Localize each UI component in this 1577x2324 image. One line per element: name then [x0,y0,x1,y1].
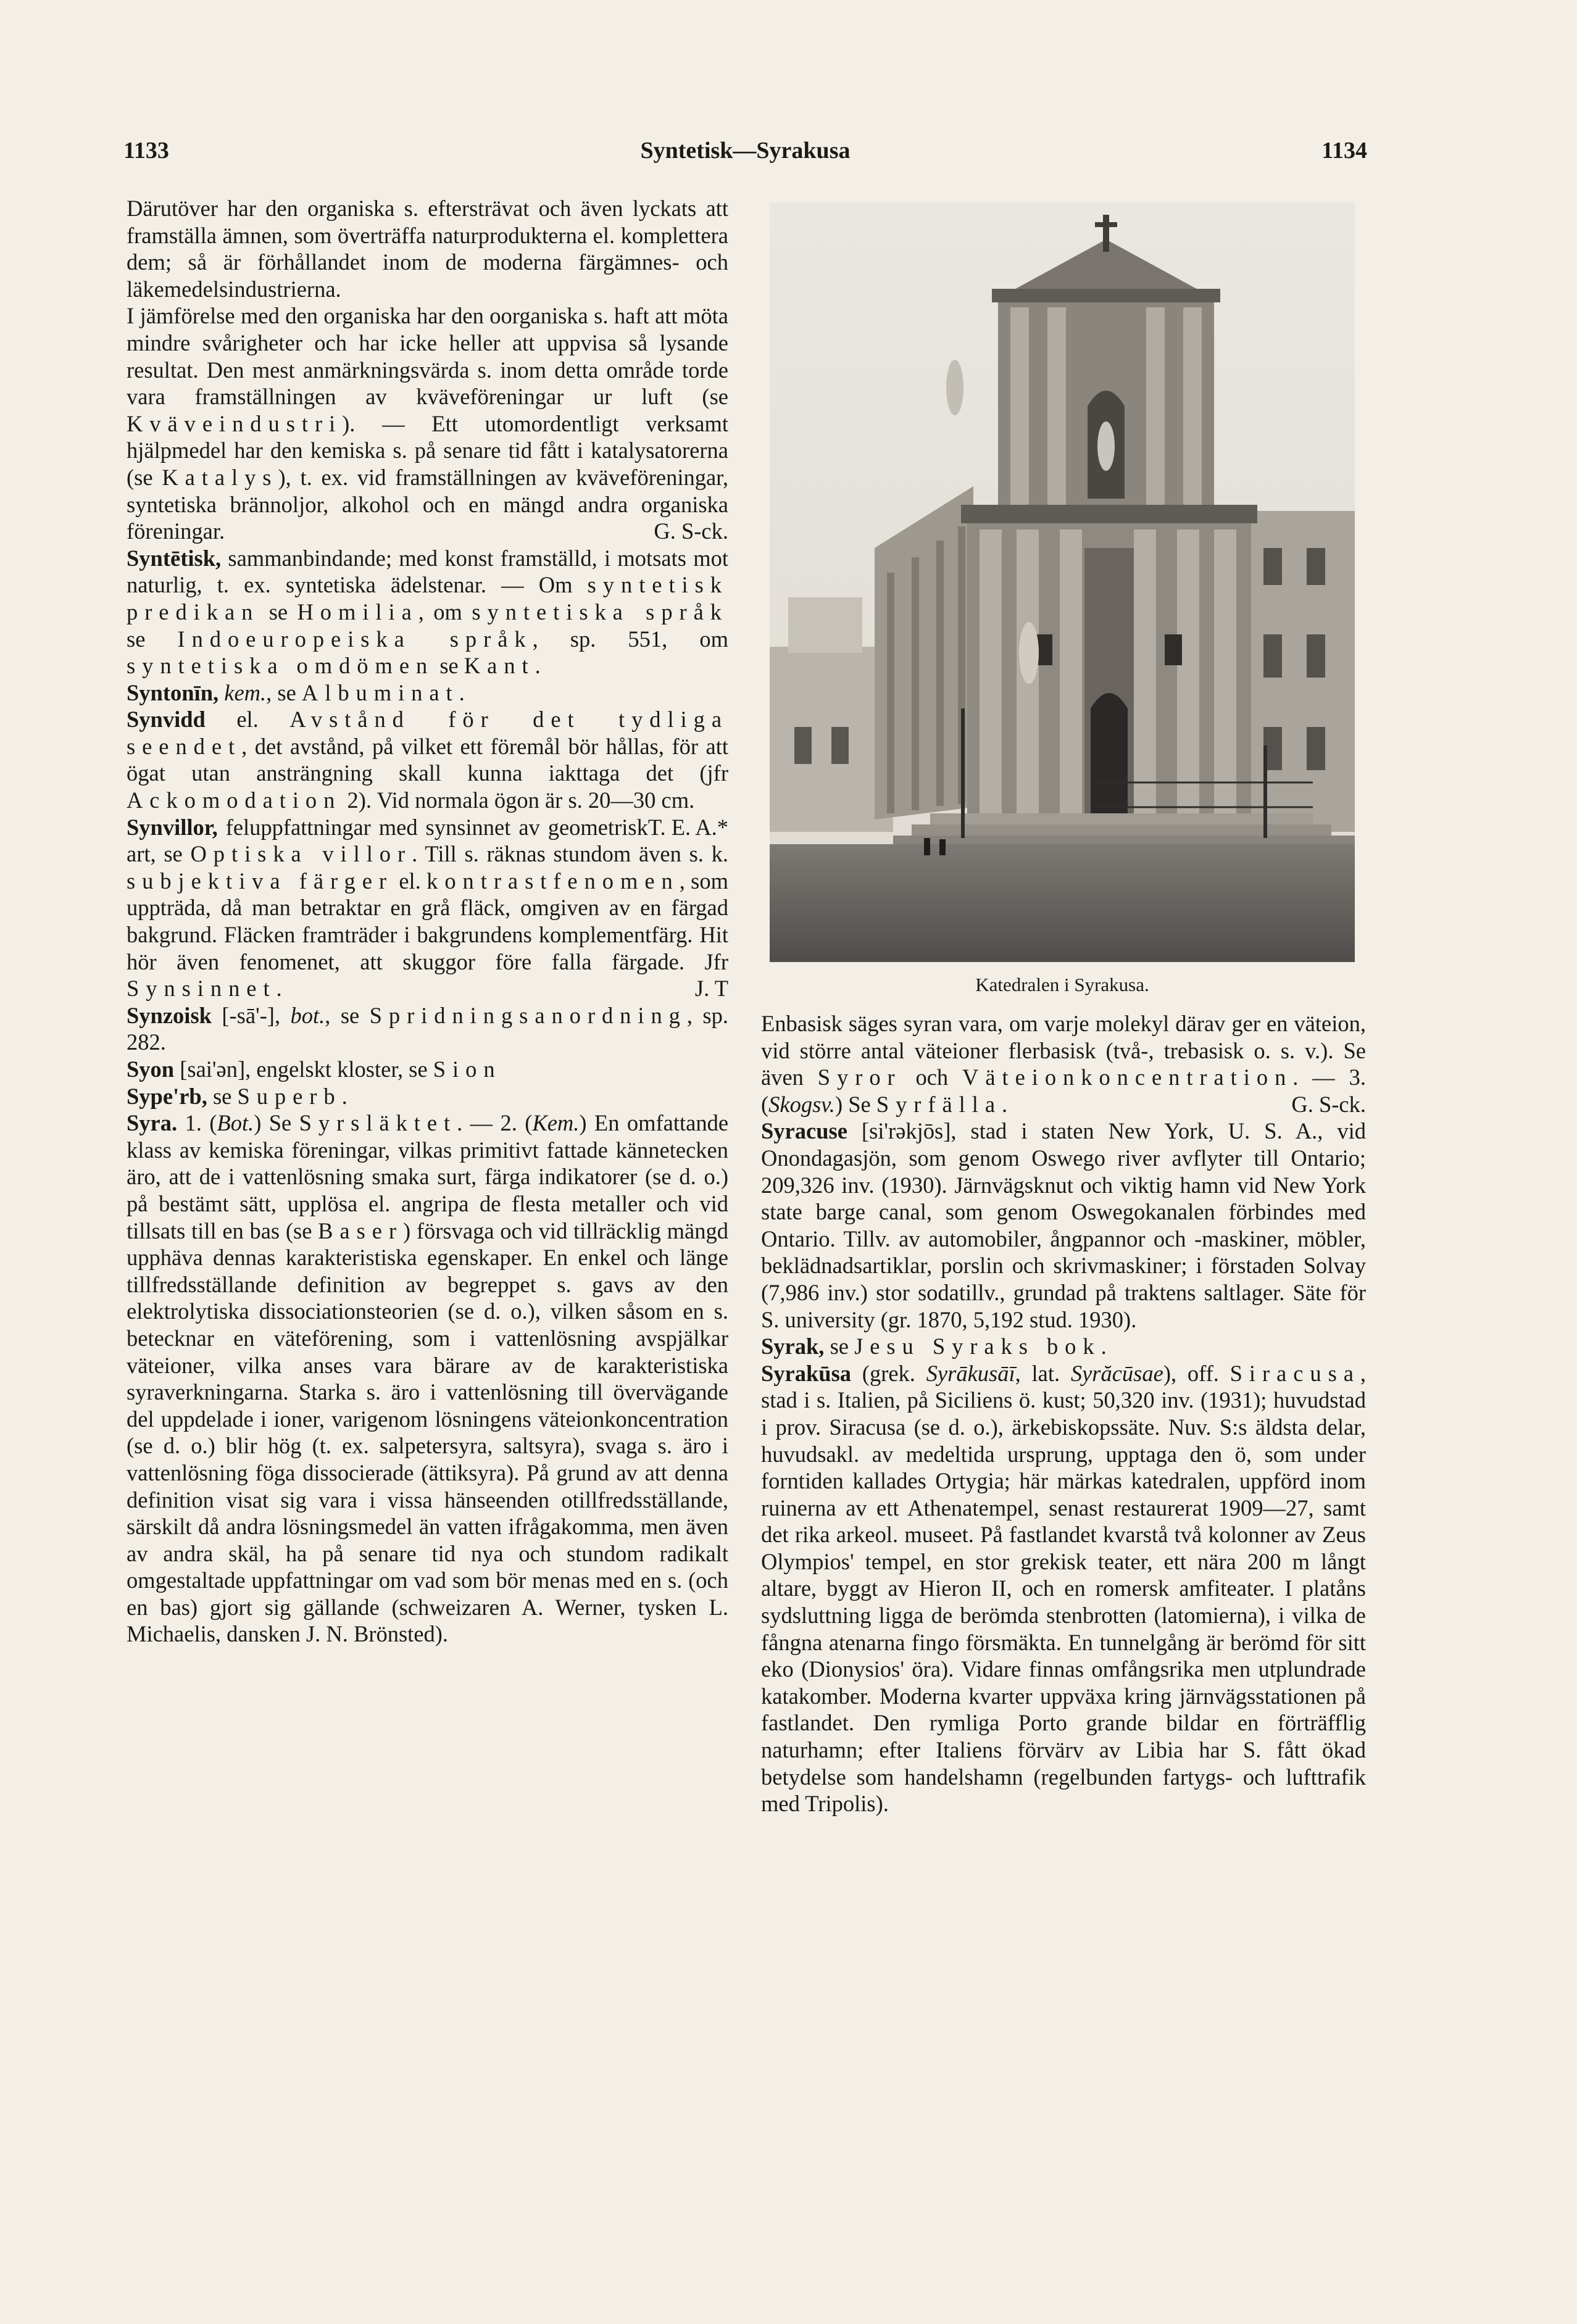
cross-reference: Syrfälla [876,1091,1002,1117]
entry-headword: Syracuse [761,1118,847,1144]
cross-reference: Jesu Syraks bok [854,1334,1101,1359]
cross-reference: Superb [237,1083,342,1109]
cross-reference: Indoeuropeiska språk [177,626,533,652]
cathedral-illustration [770,202,1355,962]
cross-reference: kontrastfenomen [426,868,680,894]
entry-synvillor: Synvillor, feluppfattningar med synsinnet av geometrisk art, se Optiska villor. Till s. räknas stundom även s. k. subjektiva färger el. kontrastfenomen, som uppträda, då man betraktar en grå fläck, omgiven av en färgad bakgrund. Fläcken framträder i bakgrundens komplementfärg. Hit hör även fenomenet, att skuggor före falla färgade. Jfr Synsinnet. J. T [127,814,728,1002]
cross-reference: Syror [817,1064,902,1090]
entry-headword: Syrakūsa [761,1360,852,1386]
right-column [761,1010,1366,1817]
entry-syracuse: Syracuse [si'rəkjōs], stad i staten New York, U. S. A., vid Onondagasjön, som genom Oswego river avflyter till Ontario; 209,326 inv. (1930). Järnvägsknut och viktig hamn vid New York state barge canal, som genom Oswegokanalen förbindes med Ontario. Tillv. av automobiler, ångpannor och -maskiner, möbler, beklädnadsartiklar, porslin och skrivmaskiner; i förstaden Solvay (7,986 inv.) stor sodatillv., grundad på traktens saltlager. Säte för S. university (gr. 1870, 5,192 stud. 1930). [761,1118,1366,1332]
entry-headword: Syrak, [761,1334,825,1359]
entry-headword: Sype'rb, [127,1083,207,1109]
entry-syrak: Syrak, se Jesu Syraks bok. [761,1334,1107,1359]
entry-syra-continued: Enbasisk säges syran vara, om varje molekyl därav ger en väteion, vid större antal väteioner flerbasisk (två-, trebasisk o. s. v.). Se även Syror och Väteionkoncentration. — 3. (Skogsv.) Se Syrfälla. G. S-ck. [761,1011,1366,1117]
cross-reference: Optiska villor [190,841,412,867]
cross-reference: subjektiva färger [127,868,393,894]
entry-headword: Syntētisk, [127,545,222,571]
cross-reference: Siracusa [1230,1360,1360,1386]
cross-reference: Avstånd för det tydliga seendet [127,707,729,759]
entry-syperb: Sype'rb, se Superb. [127,1083,347,1109]
entry-syrakusa: Syrakūsa (grek. Syrākusāī, lat. Syrăcūsae), off. Siracusa, stad i s. Italien, på Siciliens ö. kust; 50,320 inv. (1931); huvudstad i prov. Siracusa (se d. o.), ärkebiskopssäte. Nuv. S:s äldsta delar, huvudsakl. av medeltida ursprung, upptaga den ö, som under forntiden kallades Ortygia; här märkas katedralen, uppförd inom ruinerna av ett Athenatempel, senast restaurerat 1909—27, samt det rika arkeol. museet. På fastlandet kvarstå två kolonner av Zeus Olympios' tempel, en stor grekisk teater, ett nära 200 m långt altare, byggt av Hieron II, och en romersk amfiteater. I platåns sydsluttning ligga de berömda stenbrotten (latomierna), i vilka de fångna atenarna fingo försmäkta. En tunnelgång är berömd för sitt eko (Dionysios' öra). Vidare finnas omfångsrika men utplundrade katakomber. Moderna kvarter uppväxa kring järnvägsstationen på fastlandet. Den rymliga Porto grande bildar en förträfflig naturhamn; efter Italiens förvärv av Libia har S. fått ökad betydelse som handelshamn (regelbunden fartygs- och lufttrafik med Tripolis). [761,1360,1367,1817]
cross-reference: syntetisk predikan [127,572,728,625]
page-number-right: 1134 [1321,138,1367,164]
cross-reference: Kant [464,653,535,679]
cross-reference: Spridningsanordning [369,1002,687,1028]
entry-headword: Synvidd [127,707,206,732]
running-title: Syntetisk—Syrakusa [640,138,851,164]
entry-syntonin: Syntonīn, kem., se Albuminat. [127,679,465,705]
cross-reference: Homilia [297,599,418,625]
cross-reference: Albuminat [301,679,459,705]
entry-headword: Syra. [127,1110,178,1136]
author-signature: G. S-ck. [654,518,728,544]
entry-syon: Syon [sai'ən], engelskt kloster, se Sion [127,1056,502,1082]
cross-reference: syntetiska omdömen [127,653,435,679]
entry-synzoisk: Synzoisk [-sā'-], bot., se Spridningsanordning, sp. 282. [127,1002,728,1055]
entry-headword: Syntonīn, [127,679,219,705]
cross-reference: Baser [318,1218,403,1243]
cross-reference: syntetiska språk [472,599,728,625]
entry-headword: Synzoisk [127,1002,212,1028]
cross-reference: Sion [433,1056,502,1082]
author-signature: J. T [694,976,728,1002]
cross-reference: Synsinnet [127,976,277,1002]
cross-reference: Kväveindustri [127,410,343,436]
left-column [127,195,728,1648]
cross-reference: Katalys [162,464,278,490]
author-signature: G. S-ck. [1291,1091,1366,1117]
page-header [123,137,1367,174]
figure-caption: Katedralen i Syrakusa. [975,974,1149,995]
cross-reference: Ackomodation [127,787,342,813]
entry-synvidd: Synvidd el. Avstånd för det tydliga seendet, det avstånd, på vilket ett föremål bör hållas, för att ögat utan ansträngning skall kunna iakttaga det (jfr Ackomodation 2). Vid normala ögon är s. 20—30 cm. T. E. A.* [127,707,729,840]
entry-headword: Synvillor, [127,814,218,840]
entry-syra: Syra. 1. (Bot.) Se Syrsläktet. — 2. (Kem.) En omfattande klass av kemiska föreningar, vilkas primitivt fattade kännetecken äro, att de i vattenlösning smaka surt, färga indikatorer (se d. o.) på bestämt sätt, upplösa el. angripa de flesta metaller och vid tillsats till en bas (se Baser) försvaga och vid tillräcklig mängd upphäva dennas karakteristiska egenskaper. En enkel och länge tillfredsställande definition av begreppet s. gavs av den elektrolytiska dissociationsteorien (se d. o.), vilken såsom en s. betecknar en väteförening, som i vattenlösning avspjälkar väteioner, vilka anses vara bärare av de karakteristiska syraverkningarna. Starka s. äro i vattenlösning till övervägande del uppdelade i ioner, varigenom lösningens väteionkoncentration (se d. o.) blir hög (t. ex. salpetersyra, saltsyra), svaga s. äro i vattenlösning föga dissocierade (ättiksyra). På grund av att denna definition visat sig vara i vissa hänseenden otillfredsställande, särskilt då andra lösningsmedel än vatten ifrågakomma, men även av andra skäl, ha på senare tid nya och stundom radikalt omgestaltade uppfattningar om vad som bör menas med en s. (och en bas) gjort sig gällande (schweizaren A. Werner, tysken L. Michaelis, dansken J. N. Brönsted). [127,1110,729,1647]
author-signature: T. E. A.* [647,814,728,840]
entry-headword: Syon [127,1056,175,1082]
page-number-left: 1133 [123,138,169,164]
cross-reference: Syrsläktet [299,1110,457,1136]
paragraph-synthesis-organic: Därutöver har den organiska s. eftersträvat och även lyckats att framställa ämnen, som överträffa naturprodukterna el. komplettera dem; så är förhållandet inom de moderna färgämnes- och läkemedelsindustrierna. [127,196,728,302]
entry-syntetisk: Syntētisk, sammanbindande; med konst framställd, i motsats mot naturlig, t. ex. syntetiska ädelstenar. — Om syntetisk predikan se Homilia, om syntetiska språk se Indoeuropeiska språk, sp. 551, om syntetiska omdömen se Kant. [127,545,728,679]
paragraph-synthesis-inorganic: I jämförelse med den organiska har den oorganiska s. haft att möta mindre svårigheter och har icke heller att uppvisa så lysande resultat. Den mest anmärkningsvärda s. inom detta område torde vara framställningen av kväveföreningar ur luft (se Kväveindustri). — Ett utomordentligt verksamt hjälpmedel har den kemiska s. på senare tid fått i katalysatorerna (se Katalys), t. ex. vid framställningen av kväveföreningar, syntetiska brännoljor, alkohol och en mängd andra organiska föreningar. G. S-ck. [127,303,729,544]
cathedral-photograph [770,202,1355,962]
cross-reference: Väteionkoncentration [962,1064,1293,1090]
